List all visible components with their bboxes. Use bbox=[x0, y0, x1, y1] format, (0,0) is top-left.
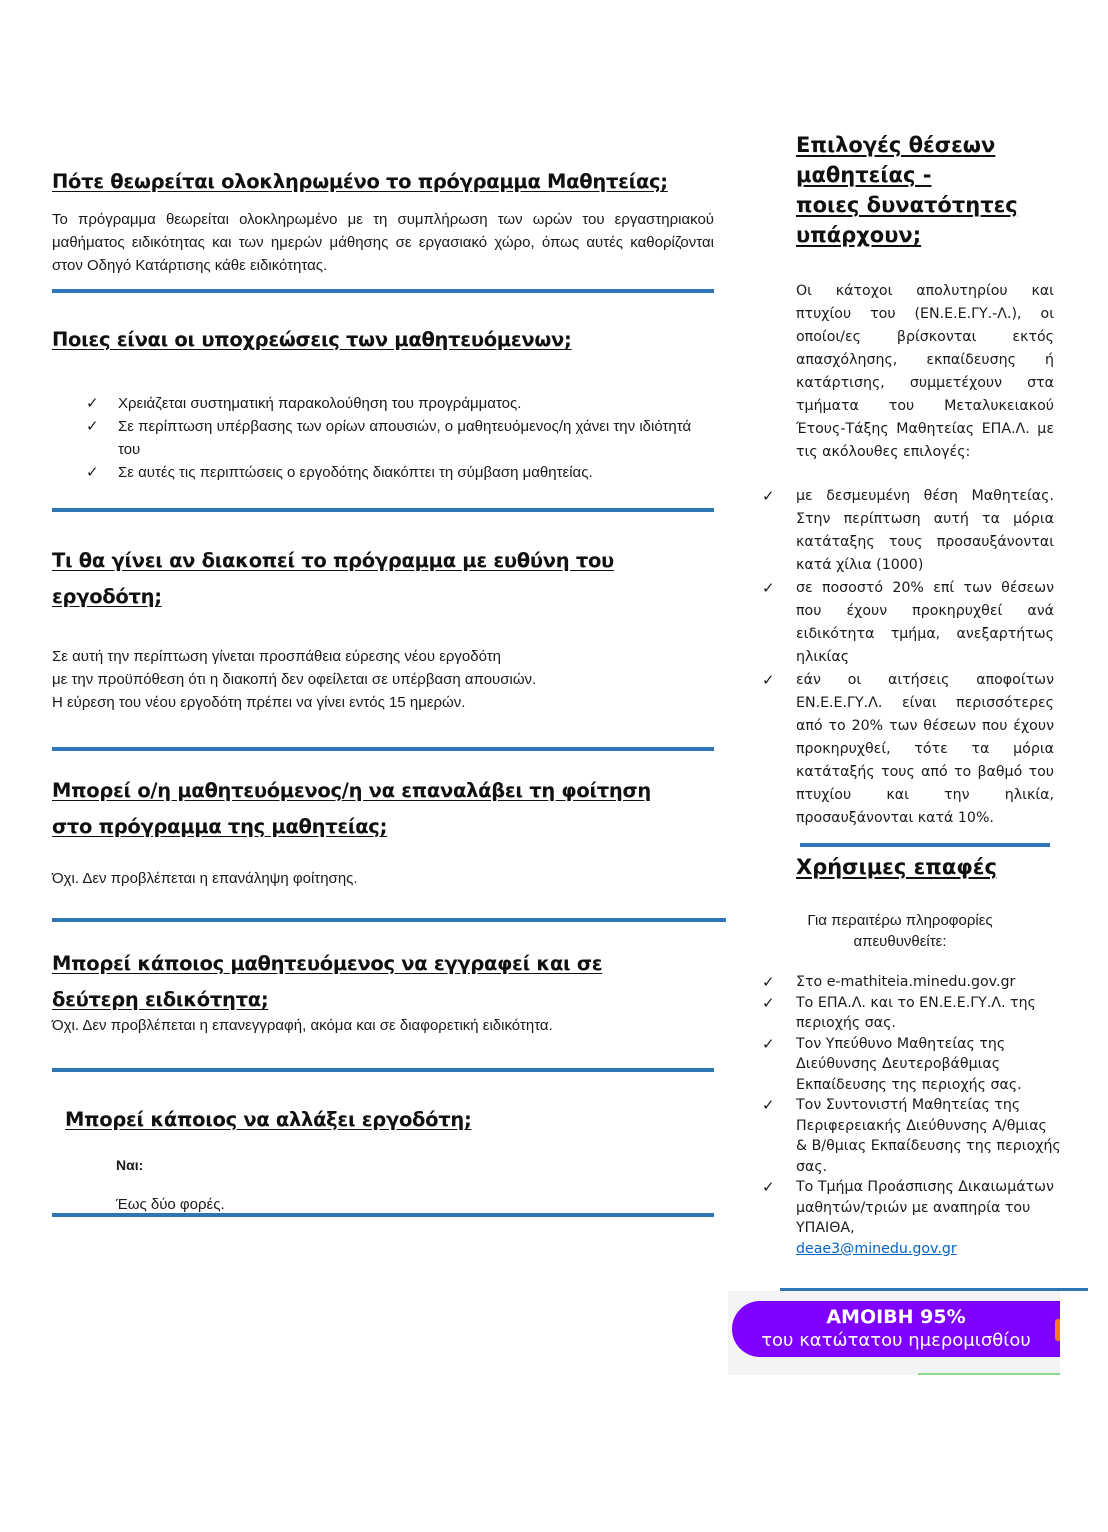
check-icon: ✓ bbox=[762, 1096, 775, 1114]
email-link[interactable]: deae3@minedu.gov.gr bbox=[796, 1240, 957, 1257]
banner-line-1: ΑΜΟΙΒΗ 95% bbox=[826, 1306, 966, 1328]
list-item: ✓ σε ποσοστό 20% επί των θέσεων που έχουν προκηρυχθεί ανά ειδικότητα τμήμα, ανεξαρτήτως ηλικίας bbox=[762, 579, 1054, 665]
options-title: Επιλογές θέσεων μαθητείας - ποιες δυνατότητες υπάρχουν; bbox=[796, 133, 1018, 247]
section-divider bbox=[52, 918, 726, 922]
list-item: ✓ Σε αυτές τις περιπτώσεις ο εργοδότης διακόπτει τη σύμβαση μαθητείας. bbox=[86, 461, 716, 484]
options-list bbox=[762, 485, 1054, 830]
check-icon: ✓ bbox=[762, 1034, 775, 1053]
check-icon: ✓ bbox=[762, 487, 775, 505]
check-icon: ✓ bbox=[762, 1178, 775, 1196]
wage-banner-image bbox=[728, 1291, 1060, 1375]
check-icon: ✓ bbox=[762, 671, 775, 689]
check-icon: ✓ bbox=[762, 973, 775, 991]
list-item: ✓ Χρειάζεται συστηματική παρακολούθηση του προγράμματος. bbox=[86, 392, 716, 415]
repeat-answer: Όχι. Δεν προβλέπεται η επανάληψη φοίτησης. bbox=[52, 870, 358, 887]
section-title-second-specialty: Μπορεί κάποιος μαθητευόμενος να εγγραφεί και σε δεύτερη ειδικότητα; bbox=[52, 952, 603, 1011]
section-divider bbox=[800, 843, 1050, 847]
list-item: ✓ Σε περίπτωση υπέρβασης των ορίων απουσιών, ο μαθητευόμενος/η χάνει την ιδιότητά του bbox=[86, 415, 716, 461]
section-divider bbox=[52, 747, 714, 751]
section-title-completion: Πότε θεωρείται ολοκληρωμένο το πρόγραμμα Μαθητείας; bbox=[52, 170, 668, 193]
section-title-repeat: Μπορεί ο/η μαθητευόμενος/η να επαναλάβει τη φοίτηση στο πρόγραμμα της μαθητείας; bbox=[52, 779, 651, 838]
section-divider bbox=[52, 289, 714, 293]
second-specialty-answer: Όχι. Δεν προβλέπεται η επανεγγραφή, ακόμα και σε διαφορετική ειδικότητα. bbox=[52, 1017, 553, 1034]
section-divider bbox=[52, 508, 714, 512]
completion-paragraph: Το πρόγραμμα θεωρείται ολοκληρωμένο με τη συμπλήρωση των ωρών του εργαστηριακού μαθήματος ειδικότητας και των ημερών μάθησης σε εργασιακό χώρο, όπως αυτές καθορίζονται στον Οδηγό Κατάρτισης κάθε ειδικότητας. bbox=[52, 211, 714, 274]
employer-termination-text: Σε αυτή την περίπτωση γίνεται προσπάθεια εύρεσης νέου εργοδότη με την προϋπόθεση ότι η διακοπή δεν οφείλεται σε υπέρβαση απουσιών. Η εύρεση του νέου εργοδότη πρέπει να γίνει εντός 15 ημερών. bbox=[52, 648, 537, 711]
contacts-list bbox=[762, 972, 1062, 1259]
section-title-employer-termination: Τι θα γίνει αν διακοπεί το πρόγραμμα με ευθύνη του εργοδότη; bbox=[52, 549, 614, 608]
banner-accent bbox=[1055, 1319, 1060, 1341]
section-title-obligations: Ποιες είναι οι υποχρεώσεις των μαθητευόμενων; bbox=[52, 328, 572, 351]
list-item: ✓ Στο e-mathiteia.minedu.gov.gr bbox=[762, 973, 1016, 991]
change-employer-detail: Έως δύο φορές. bbox=[116, 1196, 225, 1213]
change-employer-answer: Ναι: bbox=[116, 1157, 144, 1173]
list-item: ✓ εάν οι αιτήσεις αποφοίτων ΕΝ.Ε.Ε.ΓΥ.Λ. είναι περισσότερες από το 20% των θέσεων που έχουν προκηρυχθεί, τότε τα μόρια κατάταξής τους από το βαθμό του πτυχίου και την ηλικία, προσαυξάνονται κατά 10%. bbox=[762, 671, 1054, 826]
contacts-title: Χρήσιμες επαφές bbox=[796, 855, 997, 879]
check-icon: ✓ bbox=[762, 579, 775, 597]
list-item: ✓ Τον Υπεύθυνο Μαθητείας της Διεύθυνσης Δευτεροβάθμιας Εκπαίδευσης της περιοχής σας. bbox=[762, 1034, 1022, 1093]
section-divider bbox=[52, 1068, 714, 1072]
options-intro: Οι κάτοχοι απολυτηρίου και πτυχίου του (ΕΝ.Ε.Ε.ΓΥ.-Λ.), οι οποίοι/ες βρίσκονται εκτός απασχόλησης, εκπαίδευσης ή κατάρτισης, συμμετέχουν στα τμήματα του Μεταλυκειακού Έτους-Τάξης Μαθητείας ΕΠΑ.Λ. με τις ακόλουθες επιλογές: bbox=[796, 283, 1054, 460]
list-item: ✓ Το Τμήμα Προάσπισης Δικαιωμάτων μαθητών/τριών με αναπηρία του ΥΠΑΙΘΑ, deae3@minedu.gov.gr bbox=[762, 1178, 1054, 1257]
banner-line-2: του κατώτατου ημερομισθίου bbox=[761, 1330, 1031, 1351]
banner-bottom-accent bbox=[918, 1373, 1060, 1375]
check-icon: ✓ bbox=[86, 418, 99, 435]
contacts-intro: Για περαιτέρω πληροφορίες απευθυνθείτε: bbox=[807, 912, 993, 950]
list-item: ✓ με δεσμευμένη θέση Μαθητείας. Στην περίπτωση αυτή τα μόρια κατάταξης τους προσαυξάνονται κατά χίλια (1000) bbox=[762, 487, 1054, 573]
check-icon: ✓ bbox=[86, 395, 99, 412]
obligations-list bbox=[86, 392, 716, 484]
list-item: ✓ Το ΕΠΑ.Λ. και το ΕΝ.Ε.Ε.ΓΥ.Λ. της περιοχής σας. bbox=[762, 993, 1036, 1031]
check-icon: ✓ bbox=[86, 464, 99, 481]
section-divider bbox=[52, 1213, 714, 1217]
check-icon: ✓ bbox=[762, 993, 775, 1012]
section-title-change-employer: Μπορεί κάποιος να αλλάξει εργοδότη; bbox=[65, 1108, 472, 1131]
wage-banner bbox=[732, 1301, 1060, 1357]
list-item: ✓ Τον Συντονιστή Μαθητείας της Περιφερειακής Διεύθυνσης Α/θμιας & Β/θμιας Εκπαίδευσης της περιοχής σας. bbox=[762, 1096, 1061, 1175]
